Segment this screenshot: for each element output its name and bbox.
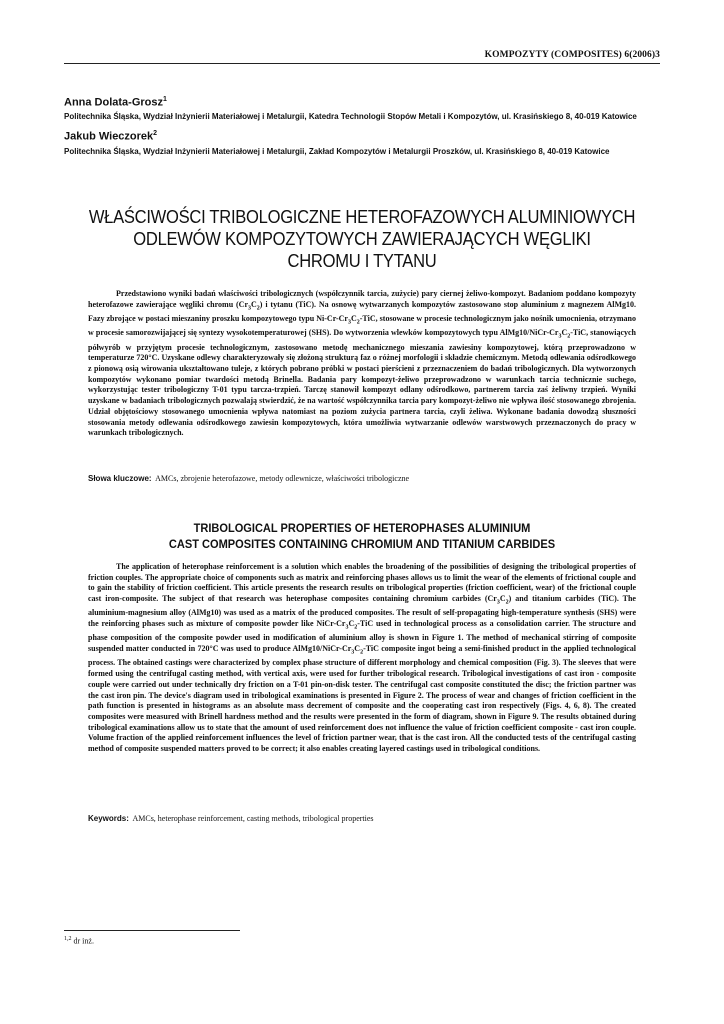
abstract-pl-part: C xyxy=(251,299,257,309)
abstract-en-part-4: -TiC composite ingot being a semi-finished product in the applied technological process. The obtained castings were characterized by complex phase structure of different morphology and chemical composition (Fig. 3). The sleeves that were formed using the centrifugal casting method, with vertical axis, were used for further tribological research. Tribological investigations of cast iron - composite couple were carried out under technically dry friction on a T-01 pin-on-disk tester. The centrifugal cast composite constituted the disc; the friction partner was the cast iron pin. The device's diagram used in tribological examinations is presented in Figure 2. The process of wear and changes of friction coefficient in the path function is presented in histograms as an absolute mass decrement of composite and the cooperating cast iron respectively (Figs. 4, 6, 8). The created composites were measured with Brinell hardness method and the results were presented in the form of diagram, shown in Figure 9. The results obtained during tribological examinations allow us to state that the amount of used reinforcement does not influence the value of friction coefficient composite - cast iron couple. Volume fraction of the applied reinforcement influences the level of friction partner wear, that is the cast iron. All the conducted tests of the centrifugal casting method of composite suspended matters proved to be correct; it also enables creating layered castings used in tribological conditions. xyxy=(88,644,636,754)
author-2-affiliation: Politechnika Śląska, Wydział Inżynierii Materiałowej i Metalurgii, Zakład Kompozytów i Metalurgii Proszków, ul. Krasińskiego 8, 40-019 Katowice xyxy=(64,147,610,156)
abstract-pl-part-2: ) i tytanu (TiC). Na osnowę wytwarzanych kompozytów zastosowano stop aluminium z magnezem AlMg10. Fazy zbrojące w postaci mieszaniny proszku kompozytowego typu Ni-Cr-Cr xyxy=(88,299,637,323)
keywords-english-text: AMCs, heterophase reinforcement, casting methods, tribological properties xyxy=(132,814,374,823)
abstract-pl-part-4: -TiC, stanowiących półwyrób w przyjętym procesie technologicznym, zastosowano metodę mechanicznego mieszania zawiesiny kompozytowej, którą przeprowadzono w temperaturze 720°C. Uzyskane odlewy charakteryzowały się złożoną strukturą faz o różnej morfologii i składzie chemicznym. Metodą odlewania odśrodkowego z pionową osią wirowania ukształtowano tuleje, z których pobrano próbki w postaci pierścieni z przeznaczeniem do badań tribologicznych. Dla wytworzonych kompozytów wykonano pomiar twardości metodą Brinella. Badania pary kompozyt-żeliwo przeprowadzono w warunkach tarcia technicznie suchego, wykorzystując tester tribologiczny T-01 typu tarcza-trzpień. Tarczę stanowił kompozyt odlany odśrodkowo, partnerem tarcia zaś żeliwny trzpień. Wyniki uzyskane w badaniach tribologicznych pozwalają stwierdzić, że na wartość współczynnika tarcia pary kompozyt-żeliwo nie wpływa ilość stosowanego zbrojenia. Udział objętościowy stosowanego umocnienia wpływa natomiast na poziom zużycia partnera tarcia, czyli żeliwa. Wykonane badania dowodzą słuszności stosowania metody odlewania odśrodkowego zawiesin kompozytowych, która umożliwia wytwarzanie odlewów warstwowych przeznaczonych do pracy w warunkach tribologicznych. xyxy=(88,328,636,438)
abstract-pl-sub: 3 xyxy=(347,319,351,326)
author-1 xyxy=(64,96,167,109)
title-english xyxy=(88,520,636,552)
abstract-pl-sub: 2 xyxy=(356,319,360,326)
abstract-en-part: C xyxy=(499,594,506,604)
footnote-text: dr inż. xyxy=(73,936,94,946)
abstract-en-part-3: -TiC used in technological process as a consolidation carrier. The structure and phase composition of the composite powder used in modification of aluminium alloy is shown in Figure 1. The method of mechanical stirring of composite suspended matter conducted in 720°C was used to produce AlMg10/NiCr-Cr xyxy=(88,619,637,654)
abstract-pl-sub: 2 xyxy=(567,333,571,340)
abstract-pl-sub: 3 xyxy=(558,333,562,340)
header-rule xyxy=(64,63,660,64)
keywords-english xyxy=(88,814,636,823)
abstract-en-sub: 2 xyxy=(354,624,358,631)
abstract-en-part: C xyxy=(354,644,361,654)
abstract-en-part: C xyxy=(348,619,355,629)
abstract-en-sub: 3 xyxy=(351,649,355,656)
journal-header: KOMPOZYTY (COMPOSITES) 6(2006)3 xyxy=(484,50,660,60)
title-english-line-2: CAST COMPOSITES CONTAINING CHROMIUM AND TITANIUM CARBIDES xyxy=(168,537,556,551)
abstract-pl-part: C xyxy=(561,328,568,338)
author-2 xyxy=(64,130,157,143)
author-2-name: Jakub Wieczorek xyxy=(64,130,154,143)
abstract-en-sub: 2 xyxy=(505,599,509,606)
author-2-sup: 2 xyxy=(153,130,158,137)
footnote-rule xyxy=(64,930,240,931)
title-polish-line-1: WŁAŚCIWOŚCI TRIBOLOGICZNE HETEROFAZOWYCH ALUMINIOWYCH xyxy=(88,207,636,227)
keywords-polish xyxy=(88,474,636,483)
keywords-english-label: Keywords: xyxy=(88,814,129,823)
keywords-polish-text: AMCs, zbrojenie heterofazowe, metody odlewnicze, właściwości tribologiczne xyxy=(155,474,410,483)
footnote-sup: 1,2 xyxy=(64,936,72,942)
abstract-pl-part-1: Przedstawiono wyniki badań właściwości tribologicznych (współczynnik tarcia, zużycie) pary ciernej żeliwo-kompozyt. Badaniom poddano kompozyty heterofazowe zawierające węgliki chromu (Cr xyxy=(88,289,636,309)
keywords-polish-label: Słowa kluczowe: xyxy=(88,474,152,483)
abstract-polish xyxy=(88,289,636,439)
author-1-name: Anna Dolata-Grosz xyxy=(64,96,164,109)
abstract-en-sub: 3 xyxy=(496,599,500,606)
abstract-pl-sub: 2 xyxy=(256,305,260,312)
abstract-pl-part: C xyxy=(350,314,357,323)
abstract-english xyxy=(88,562,636,755)
title-polish-line-3: CHROMU I TYTANU xyxy=(287,251,437,271)
title-polish xyxy=(88,206,636,272)
abstract-pl-sub: 3 xyxy=(248,305,252,312)
title-english-line-1: TRIBOLOGICAL PROPERTIES OF HETEROPHASES ALUMINIUM xyxy=(193,521,531,535)
abstract-en-sub: 3 xyxy=(345,624,349,631)
abstract-en-sub: 2 xyxy=(360,649,364,656)
abstract-en-part-2: ) and titanium carbides (TiC). The aluminium-magnesium alloy (AlMg10) was used as a matrix of the produced composites. The result of self-propagating high-temperature synthesis (SHS) were the reinforcing phases such as mixture of composite powder like NiCr-Cr xyxy=(88,594,636,629)
abstract-pl-part-3: -TiC, stosowane w procesie technologicznym jako nośnik umocnienia, otrzymano w procesie samorozwijającej się syntezy wysokotemperaturowej (SHS). Do wytworzenia wlewków kompozytowych typu AlMg10/NiCr-Cr xyxy=(88,314,636,338)
title-polish-line-2: ODLEWÓW KOMPOZYTOWYCH ZAWIERAJĄCYCH WĘGLIKI xyxy=(133,229,591,249)
author-1-sup: 1 xyxy=(163,96,167,103)
abstract-en-part-1: The application of heterophase reinforcement is a solution which enables the broadening of the possibilities of designing the tribological properties of friction couples. The appropriate choice of components such as matrix and reinforcing phases allows us to limit the wear of the elements of frictional couple and to gain the stability of friction coefficient. This article presents the research results on tribological properties (friction coefficient, wear) of the frictional couple cast iron-composite. The subject of that research was heterophase composites containing chromium carbides (Cr xyxy=(88,562,636,604)
footnote xyxy=(64,936,94,946)
author-1-affiliation: Politechnika Śląska, Wydział Inżynierii Materiałowej i Metalurgii, Katedra Technologii Stopów Metali i Kompozytów, ul. Krasińskiego 8, 40-019 Katowice xyxy=(64,112,637,121)
